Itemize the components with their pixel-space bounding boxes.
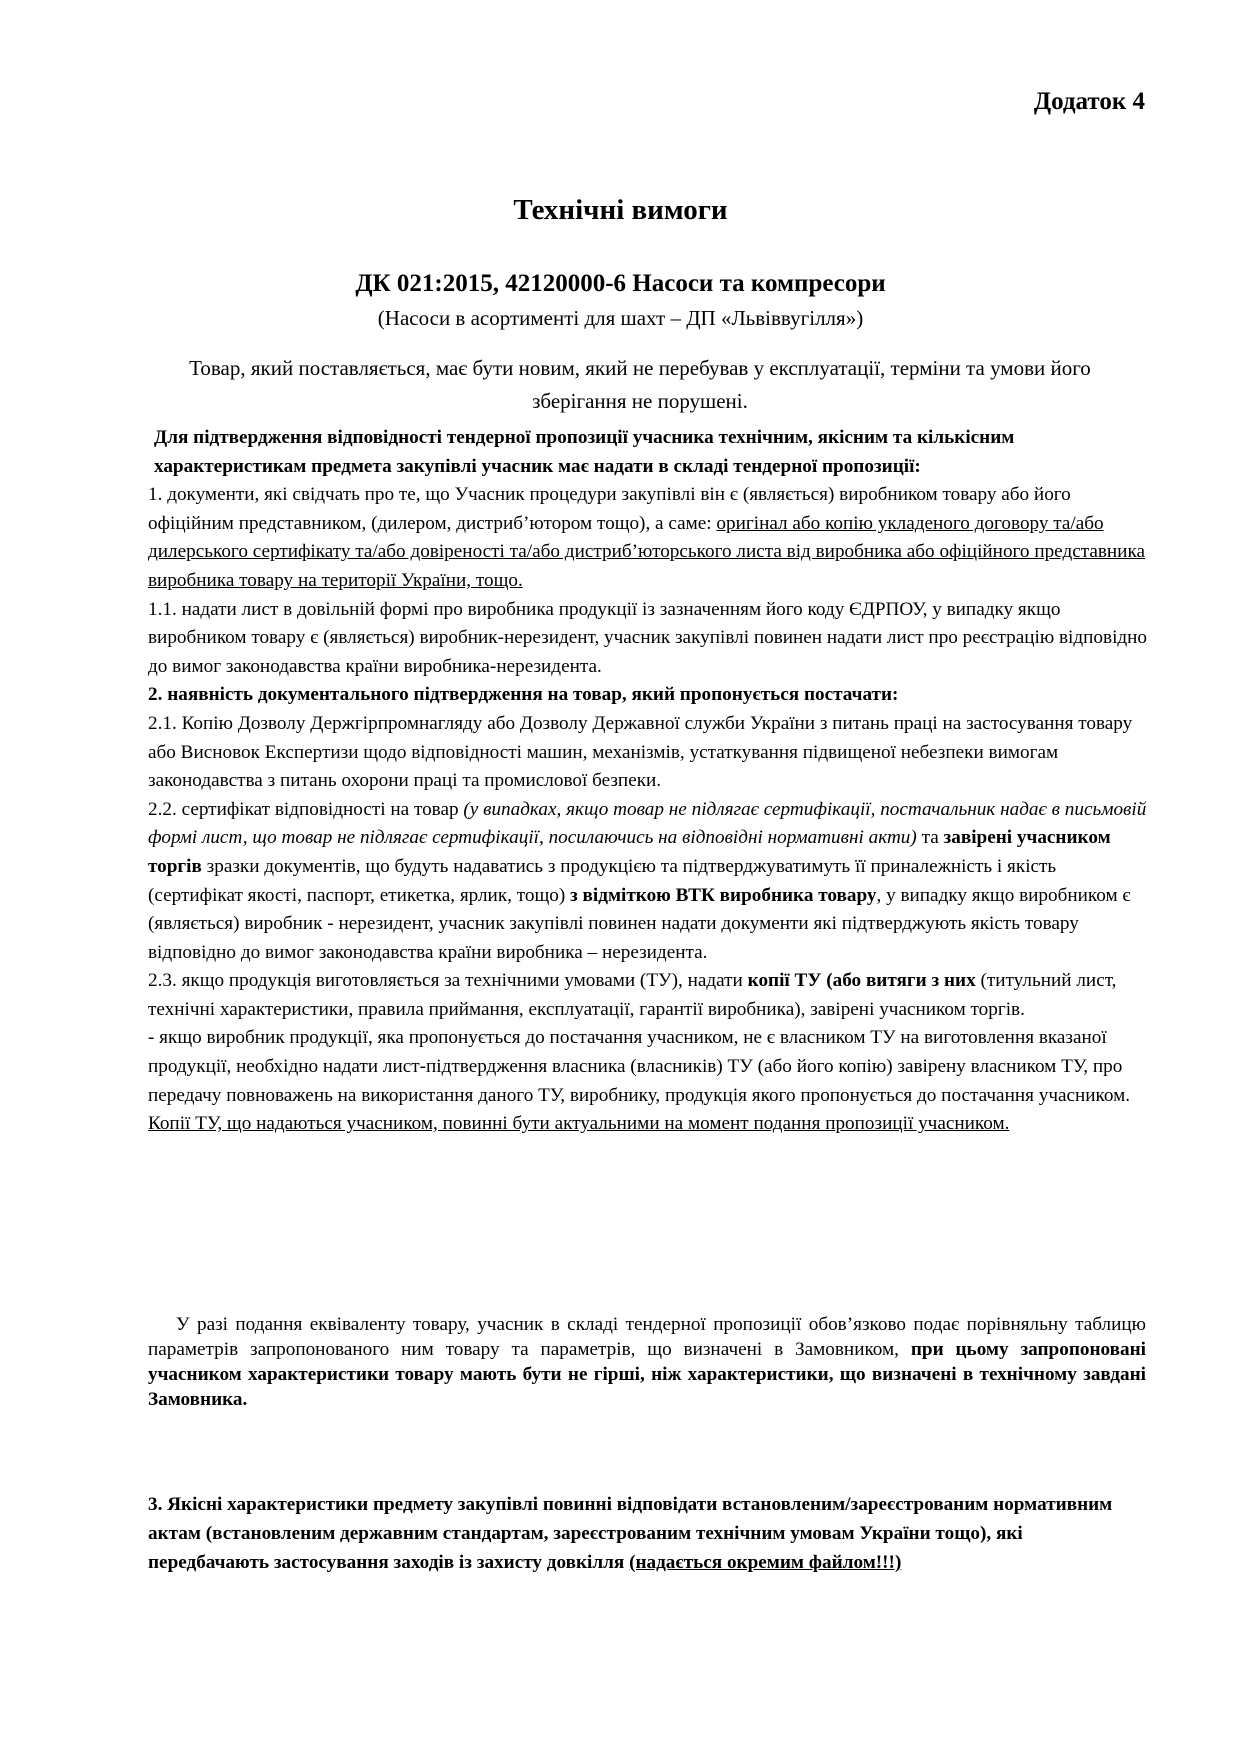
section-3 [148,1490,1148,1577]
requirement-2-1: 2.1. Копію Дозволу Держгірпромнагляду або Дозволу Державної служби України з питань праці на застосування товару або Висновок Експертизи щодо відповідності машин, механізмів, устаткування підвищеної небезпеки вимогам законодавства з питань охорони праці та промислової безпеки. [148,712,1133,792]
section-3-separate-file: (надається окремим файлом!!!) [629,1552,902,1573]
requirements-section [148,424,1148,1139]
requirement-2-heading: 2. наявність документального підтвердження на товар, який пропонується постачати: [148,684,899,706]
section-3-text: 3. Якісні характеристики предмету закупівлі повинні відповідати встановленим/зареєстрованим нормативним актам (встановленим державним стандартам, зареєстрованим технічним умовам України тощо), які передбачають застосування заходів із захисту довкілля [148,1494,1113,1573]
requirement-2-3-tu-copies: копії ТУ (або витяги з них [747,970,976,992]
requirement-2-2-and: та [916,827,944,849]
page-title: Технічні вимоги [513,194,728,226]
requirement-2-2-start: 2.2. сертифікат відповідності на товар [148,798,464,820]
requirement-2-2-mid: зразки документів, що будуть надаватись з продукцією та підтверджуватимуть її приналежність і якість (сертифікат якості, паспорт, етикетка, ярлик, тощо) [148,855,1057,906]
intro-paragraph: Товар, який поставляється, має бути новим, який не перебував у експлуатації, терміни та умови його зберігання не порушені. [189,356,1091,413]
annex-number: Додаток 4 [1033,88,1145,115]
requirement-1 [148,481,1148,595]
subtitle: (Насоси в асортименті для шахт – ДП «Львіввугілля») [377,306,864,330]
requirements-heading: Для підтвердження відповідності тендерної пропозиції учасника технічним, якісним та кількісним характеристикам предмета закупівлі учасник має надати в складі тендерної пропозиції: [154,427,1015,477]
requirement-2-2-certified: завірені учасником торгів [148,827,1111,877]
requirement-2-2-note: (у випадках, якщо товар не підлягає сертифікації, постачальник надає в письмовій формі лист, що товар не підлягає сертифікації, посилаючись на відповідні нормативні акти) [148,798,1147,849]
classification-code: ДК 021:2015, 42120000-6 Насоси та компресори [355,270,886,297]
requirement-2-2-qc-mark: з відміткою ВТК виробника товару [570,884,877,906]
equivalent-bold: при цьому запропоновані учасником характеристики товару мають бути не гірші, ніж характеристики, що визначені в технічному завдані Замовника. [148,1339,1146,1410]
requirement-2-2 [148,796,1148,968]
requirement-2-3-note: Копії ТУ, що надаються учасником, повинні бути актуальними на момент подання пропозиції учасником. [148,1113,1010,1135]
requirement-2-3 [148,967,1148,1024]
equivalent-paragraph [148,1312,1146,1412]
equivalent-text: У разі подання еквіваленту товару, учасник в складі тендерної пропозиції обов’язково подає порівняльну таблицю параметрів запропонованого ним товару та параметрів, що визначені в Замовником, [148,1314,1146,1360]
requirement-1-1: 1.1. надати лист в довільній формі про виробника продукції із зазначенням його коду ЄДРПОУ, у випадку якщо виробником товару є (являється) виробник-нерезидент, учасник закупівлі повинен надати лист про реєстрацію відповідно до вимог законодавства країни виробника-нерезидента. [148,598,1148,677]
requirement-2-3-dash: - якщо виробник продукції, яка пропонується до постачання учасником, не є власником ТУ на виготовлення вказаної продукції, необхідно надати лист-підтвердження власника (власників) ТУ (або його копію) завірену власником ТУ, про передачу повноважень на використання даного ТУ, виробнику, продукція якого пропонується до постачання учасником. [148,1027,1131,1106]
requirement-2-3-start: 2.3. якщо продукція виготовляється за технічними умовами (ТУ), надати [148,970,748,992]
requirement-2-2-end: , у випадку якщо виробником є (являється) виробник - нерезидент, учасник закупівлі повинен надати документи які підтверджують якість товару відповідно до вимог законодавства країни виробника – нерезидента. [148,884,1131,963]
requirement-1-documents: оригінал або копію укладеного договору та/або дилерського сертифікату та/або довіреності та/або дистриб’юторського листа від виробника або офіційного представника виробника товару на території України, тощо. [148,512,1145,591]
requirement-2-3-end: (титульний лист, технічні характеристики, правила приймання, експлуатації, гарантії виробника), завірені учасником торгів. [148,970,1117,1020]
requirement-1-text: 1. документи, які свідчать про те, що Учасник процедури закупівлі він є (являється) виробником товару або його офіційним представником, (дилером, дистриб’ютором тощо), а саме: [148,484,1071,534]
